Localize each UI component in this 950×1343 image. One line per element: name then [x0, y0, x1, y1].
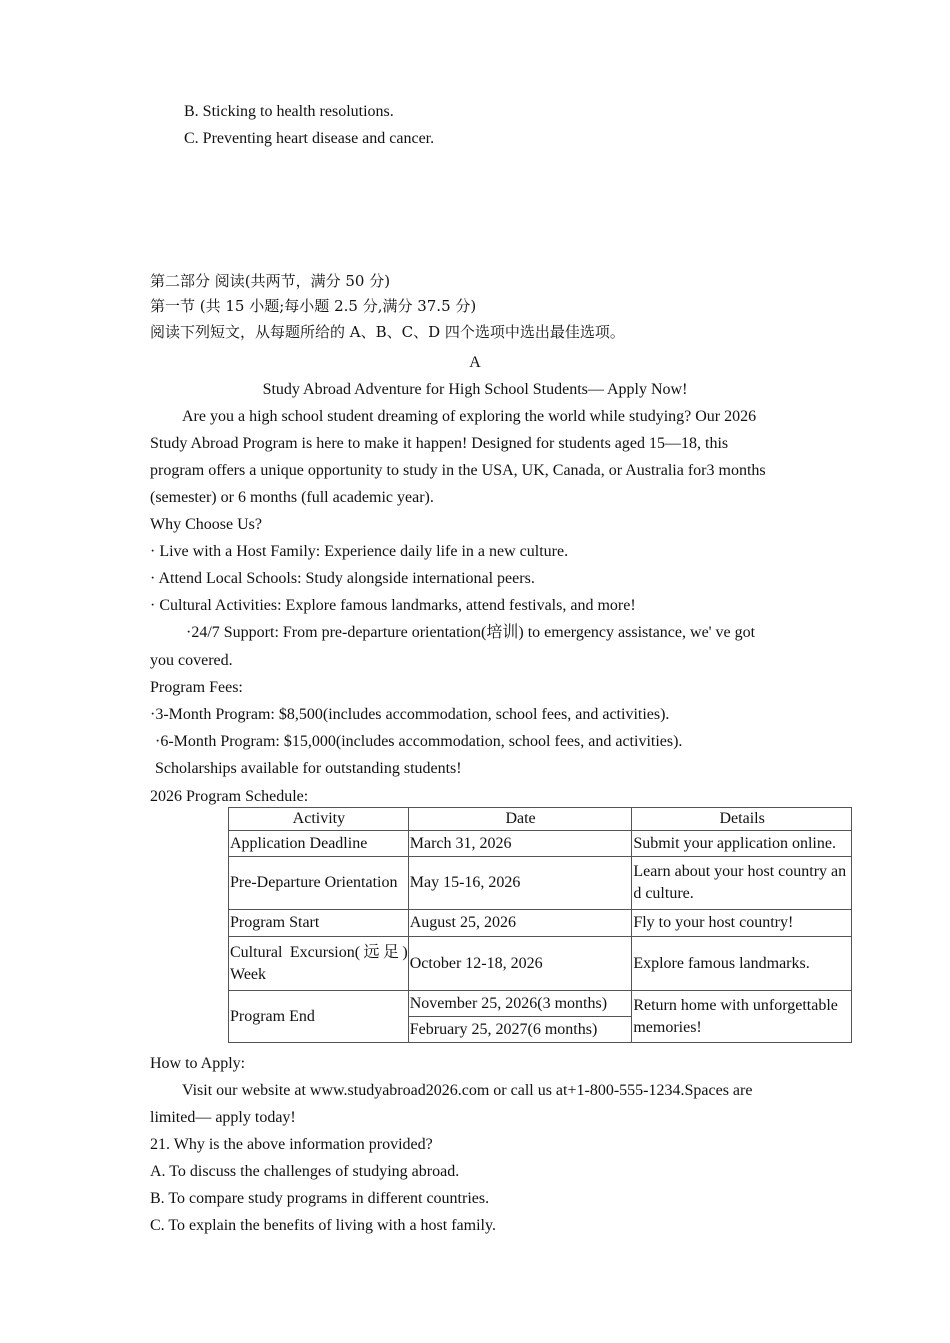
why-item: · Attend Local Schools: Study alongside international peers.	[150, 570, 535, 587]
support-line-cont: you covered.	[150, 652, 233, 669]
header-activity: Activity	[229, 808, 409, 831]
prev-option-b: B. Sticking to health resolutions.	[184, 103, 394, 120]
table-header-row	[229, 808, 852, 831]
passage-title: Study Abroad Adventure for High School Students— Apply Now!	[262, 381, 688, 398]
table-row	[229, 831, 852, 857]
support-line: ·24/7 Support: From pre-departure orientation(培训) to emergency assistance, we' ve got	[186, 624, 756, 641]
question-option-b: B. To compare study programs in different countries.	[150, 1190, 490, 1207]
table-row	[229, 857, 852, 910]
intro-line: Are you a high school student dreaming of exploring the world while studying? Our 2026	[182, 408, 757, 425]
prev-option-c: C. Preventing heart disease and cancer.	[184, 130, 435, 147]
cell-activity: Application Deadline	[229, 831, 409, 857]
fee-item: ·6-Month Program: $15,000(includes accommodation, school fees, and activities).	[155, 733, 683, 750]
cell-activity: Cultural Excursion(远足) Week	[229, 937, 409, 991]
fee-item: ·3-Month Program: $8,500(includes accommodation, school fees, and activities).	[150, 706, 670, 723]
cell-date: October 12-18, 2026	[408, 937, 632, 991]
header-date: Date	[408, 808, 632, 831]
intro-line: (semester) or 6 months (full academic year).	[150, 489, 434, 506]
cell-date: May 15-16, 2026	[408, 857, 632, 910]
passage-letter: A	[469, 354, 481, 371]
part-title: 第二部分 阅读(共两节，满分 50 分)	[150, 272, 391, 290]
cell-details: Explore famous landmarks.	[632, 937, 852, 991]
cell-date: August 25, 2026	[408, 910, 632, 937]
cell-details: Learn about your host country and culture.	[632, 857, 852, 910]
header-details: Details	[632, 808, 852, 831]
cell-details: Return home with unforgettable memories!	[632, 991, 852, 1043]
cell-details: Fly to your host country!	[632, 910, 852, 937]
fees-heading: Program Fees:	[150, 679, 243, 696]
scholarship-note: Scholarships available for outstanding students!	[155, 760, 462, 777]
cell-details: Submit your application online.	[632, 831, 852, 857]
schedule-heading: 2026 Program Schedule:	[150, 788, 309, 805]
apply-line: Visit our website at www.studyabroad2026.com or call us at+1-800-555-1234.Spaces are	[182, 1082, 753, 1099]
table-row	[229, 910, 852, 937]
apply-heading: How to Apply:	[150, 1055, 246, 1072]
cell-date: February 25, 2027(6 months)	[408, 1017, 632, 1043]
cell-activity: Pre-Departure Orientation	[229, 857, 409, 910]
section-title: 第一节 (共 15 小题;每小题 2.5 分,满分 37.5 分)	[150, 297, 477, 315]
intro-line: program offers a unique opportunity to study in the USA, UK, Canada, or Australia for3 months	[150, 462, 766, 479]
cell-date: March 31, 2026	[408, 831, 632, 857]
cell-date: November 25, 2026(3 months)	[408, 991, 632, 1017]
question-option-a: A. To discuss the challenges of studying abroad.	[150, 1163, 460, 1180]
schedule-table	[228, 807, 852, 1043]
question-option-c: C. To explain the benefits of living with a host family.	[150, 1217, 496, 1234]
why-heading: Why Choose Us?	[150, 516, 262, 533]
cell-activity: Program End	[229, 991, 409, 1043]
why-item: · Cultural Activities: Explore famous landmarks, attend festivals, and more!	[150, 597, 636, 614]
why-item: · Live with a Host Family: Experience daily life in a new culture.	[150, 543, 569, 560]
question-stem: 21. Why is the above information provided?	[150, 1136, 433, 1153]
table-row	[229, 991, 852, 1017]
cell-activity: Program Start	[229, 910, 409, 937]
intro-line: Study Abroad Program is here to make it happen! Designed for students aged 15—18, this	[150, 435, 729, 452]
apply-line-cont: limited— apply today!	[150, 1109, 296, 1126]
instructions: 阅读下列短文，从每题所给的 A、B、C、D 四个选项中选出最佳选项。	[150, 323, 625, 341]
table-row	[229, 937, 852, 991]
